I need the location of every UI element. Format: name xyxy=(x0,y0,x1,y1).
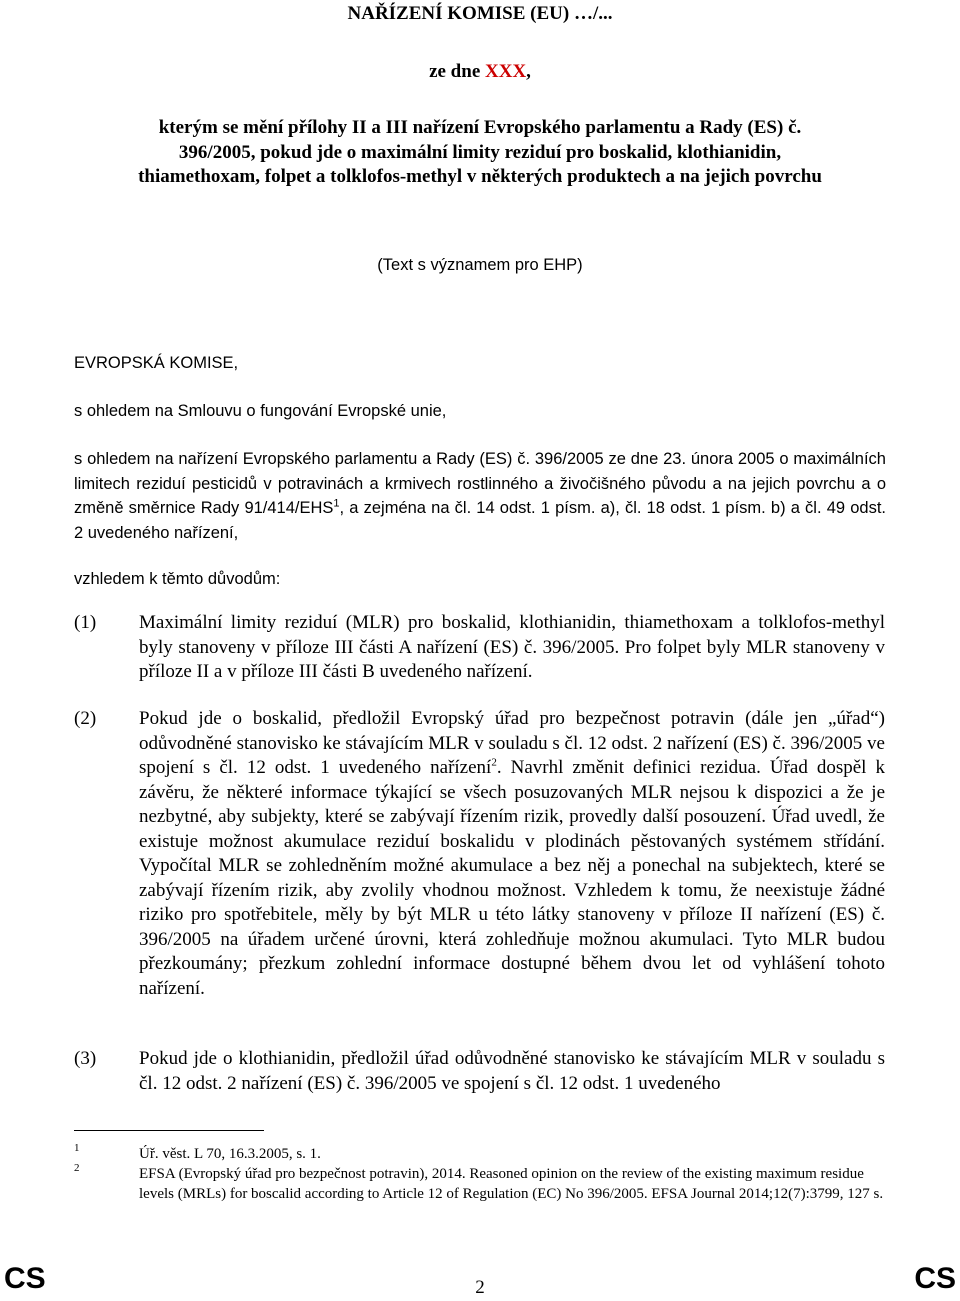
language-code-right: CS xyxy=(914,1262,956,1295)
document-title: NAŘÍZENÍ KOMISE (EU) …/... xyxy=(347,3,613,24)
document-subject xyxy=(0,116,960,190)
preamble-regulation xyxy=(74,447,886,545)
preamble-treaty: s ohledem na Smlouvu o fungování Evropské unie, xyxy=(74,402,447,420)
footnote-separator xyxy=(74,1130,264,1131)
recital-number: (1) xyxy=(74,612,97,633)
footnote-ref[interactable]: 2 xyxy=(491,756,497,769)
language-code-left: CS xyxy=(4,1262,46,1295)
recital-number: (2) xyxy=(74,708,97,729)
recital-2-text xyxy=(139,707,885,1001)
recital-3-text: Pokud jde o klothianidin, předložil úřad odůvodněné stanovisko ke stávajícím MLR v souladu s čl. 12 odst. 2 nařízení (ES) č. 396/2005 ve spojení s čl. 12 odst. 1 uvedeného xyxy=(139,1048,885,1094)
footnote-ref[interactable]: 1 xyxy=(333,497,340,510)
subject-line: kterým se mění přílohy II a III nařízení Evropského parlamentu a Rady (ES) č. xyxy=(158,117,802,138)
footnote-1-text: Úř. věst. L 70, 16.3.2005, s. 1. xyxy=(139,1146,321,1162)
recital-number: (3) xyxy=(74,1048,97,1069)
eea-relevance-note: (Text s významem pro EHP) xyxy=(377,256,583,274)
date-placeholder: XXX xyxy=(485,61,527,82)
whereas-heading: vzhledem k těmto důvodům: xyxy=(74,570,281,588)
commission-heading: EVROPSKÁ KOMISE, xyxy=(74,354,239,372)
recital-2-text-b: . Navrhl změnit definici rezidua. Úřad dospěl k závěru, že některé informace týkající se všech posuzovaných MLR nejsou k dispozici a že je nezbytné, aby subjekty, které se zabývají řízením rizik, provedly další posouzení. Úřad uvedl, že existuje možnost akumulace reziduí boskalidu v plodinách pěstovaných systémem střídání. Vypočítal MLR se zohledněním možné akumulace a bez něj a ponechal na subjektech, které se zabývají řízením rizik, aby zvolily vhodnou možnost. Vzhledem k tomu, že neexistuje žádné riziko pro spotřebitele, měly by být MLR u této látky stanoveny v příloze II nařízení (ES) č. 396/2005 na úřadem určené úrovni, která zohledňuje možnou akumulaci. Tyto MLR budou přezkoumány; přezkum zohlední informace dostupné během dvou let od vyhlášení tohoto nařízení. xyxy=(139,757,885,999)
subject-line: thiamethoxam, folpet a tolklofos-methyl v některých produktech a na jejich povrchu xyxy=(138,166,822,187)
recital-1-text: Maximální limity reziduí (MLR) pro boskalid, klothianidin, thiamethoxam a tolklofos-methyl byly stanoveny v příloze III části A nařízení (ES) č. 396/2005. Pro folpet byly MLR stanoveny v příloze II a v příloze III části B uvedeného nařízení. xyxy=(139,612,885,682)
preamble-regulation-text: s ohledem na nařízení Evropského parlamentu a Rady (ES) č. 396/2005 ze dne 23. února 2005 o maximálních limitech reziduí pesticidů v potravinách a krmivech rostlinného a živočišného původu a na jejich povrchu a o změně směrnice Rady 91/414/EHS xyxy=(74,450,886,517)
document-date xyxy=(0,60,960,85)
page-number: 2 xyxy=(475,1277,485,1298)
footnote-mark: 2 xyxy=(74,1162,80,1174)
date-prefix: ze dne xyxy=(429,61,485,82)
footnote-mark: 1 xyxy=(74,1142,80,1154)
footnote-2-text: EFSA (Evropský úřad pro bezpečnost potravin), 2014. Reasoned opinion on the review of the existing maximum residue levels (MRLs) for boscalid according to Article 12 of Regulation (EC) No 396/2005. EFSA Journal 2014;12(7):3799, 127 s. xyxy=(139,1166,884,1202)
subject-line: 396/2005, pokud jde o maximální limity reziduí pro boskalid, klothianidin, xyxy=(178,141,782,163)
preamble-regulation-text-cont: , a zejména na čl. 14 odst. 1 písm. a), čl. 18 odst. 1 písm. b) a čl. 49 odst. 2 uvedeného nařízení, xyxy=(74,499,886,542)
recital-2-text-a: Pokud jde o boskalid, předložil Evropský úřad pro bezpečnost potravin (dále jen „úřad“) odůvodněné stanovisko ke stávajícím MLR v souladu s čl. 12 odst. 2 nařízení (ES) č. 396/2005 ve spojení s čl. 12 odst. 1 uvedeného nařízení xyxy=(139,708,885,778)
date-suffix: , xyxy=(526,61,531,82)
